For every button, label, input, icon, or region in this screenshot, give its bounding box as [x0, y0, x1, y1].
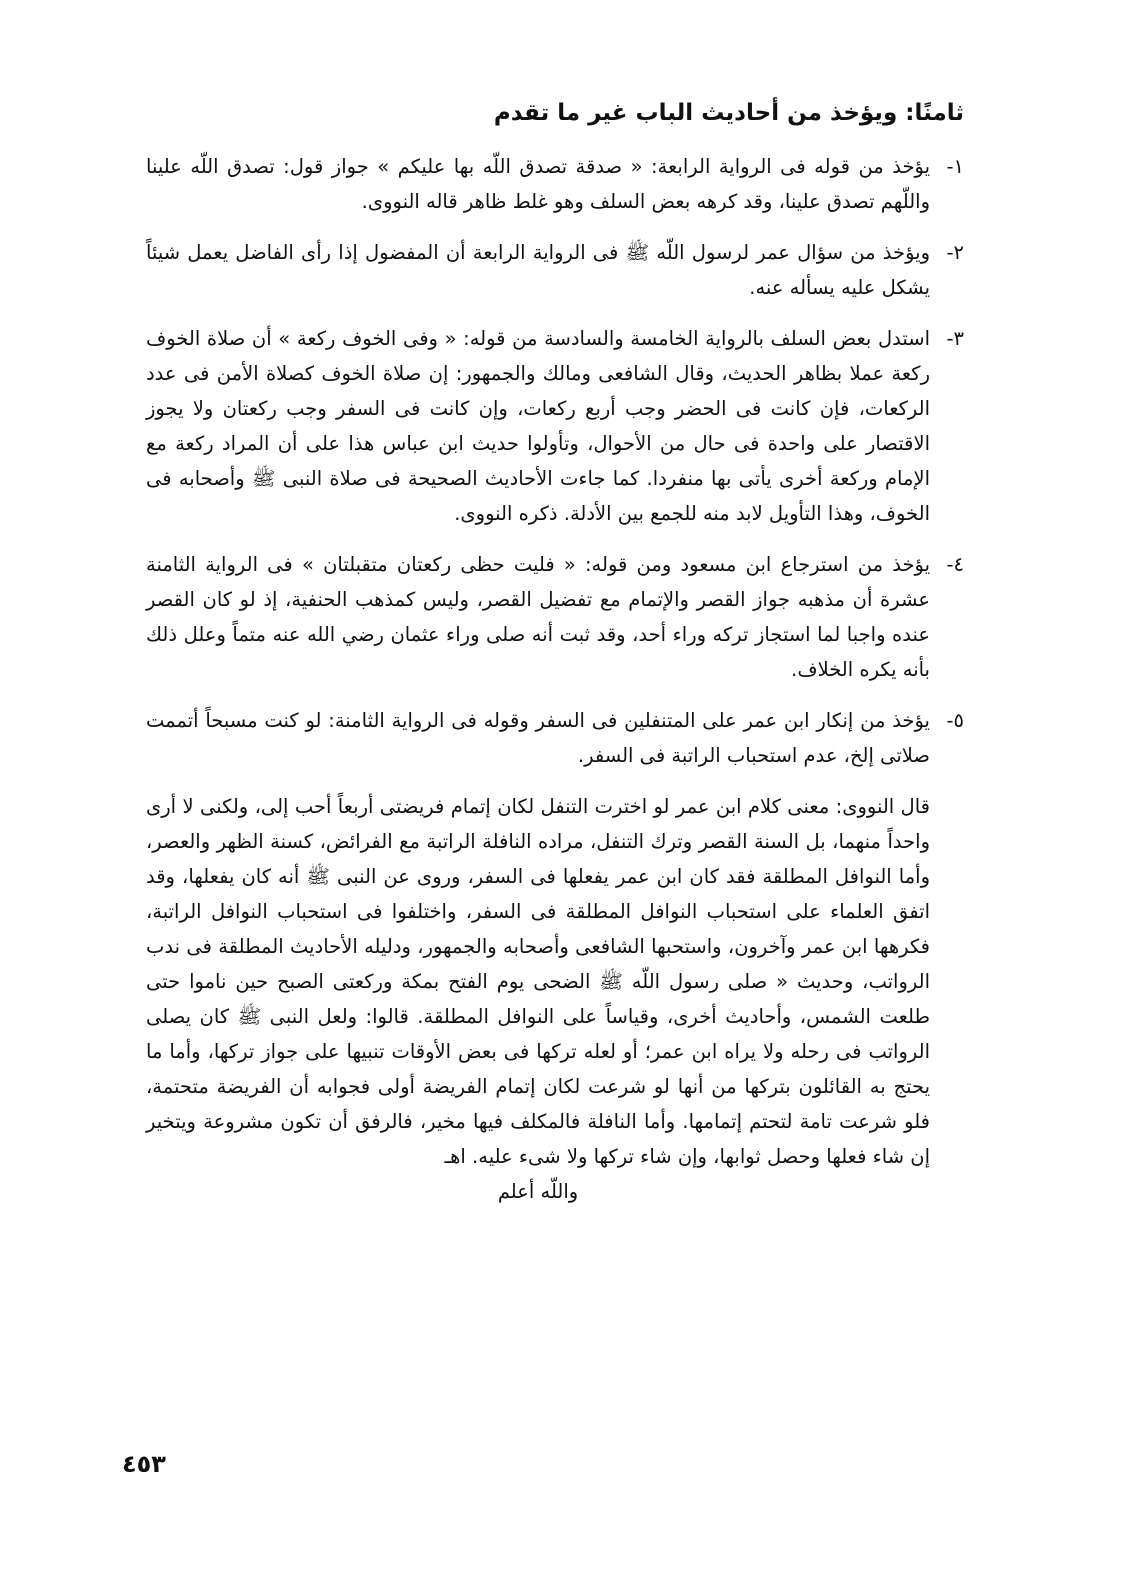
page-content	[146, 96, 964, 1209]
list-item	[146, 149, 964, 219]
list-item-number: ٣-	[946, 326, 964, 350]
list-item-text: يؤخذ من إنكار ابن عمر على المتنفلين فى السفر وقوله فى الرواية الثامنة: لو كنت مسبحاً أتممت صلاتى إلخ، عدم استحباب الراتبة فى السفر.	[146, 708, 930, 767]
list-item-text: استدل بعض السلف بالرواية الخامسة والسادسة من قوله: « وفى الخوف ركعة » أن صلاة الخوف ركعة عملا بظاهر الحديث، وقال الشافعى ومالك والجمهور: إن صلاة الخوف كصلاة الأمن فى عدد الركعات، فإن كانت فى الحضر وجب أربع ركعات، وإن كانت فى السفر وجب ركعتان ولا يجوز الاقتصار على واحدة فى حال من الأحوال، وتأولوا حديث ابن عباس هذا على أن المراد ركعة مع الإمام وركعة أخرى يأتى بها منفردا. كما جاءت الأحاديث الصحيحة فى صلاة النبى ﷺ وأصحابه فى الخوف، وهذا التأويل لابد منه للجمع بين الأدلة. ذكره النووى.	[146, 326, 930, 525]
page-number: ٤٥٣	[122, 1450, 166, 1478]
list-item-number: ٢-	[946, 240, 964, 264]
section-heading: ثامنًا: ويؤخذ من أحاديث الباب غير ما تقدم	[493, 100, 964, 126]
list-item-number: ١-	[946, 154, 964, 178]
list-item	[146, 547, 964, 687]
nawawi-quote-paragraph: قال النووى: معنى كلام ابن عمر لو اخترت التنفل لكان إتمام فريضتى أربعاً أحب إلى، ولكنى لا أرى واحداً منهما، بل السنة القصر وترك التنفل، مراده النافلة الراتبة مع الفرائض، كسنة الظهر والعصر، وأما النوافل المطلقة فقد كان ابن عمر يفعلها فى السفر، وروى عن النبى ﷺ أنه كان يفعلها، وقد اتفق العلماء على استحباب النوافل المطلقة فى السفر، واختلفوا فى استحباب النوافل الراتبة، فكرهها ابن عمر وآخرون، واستحبها الشافعى وأصحابه والجمهور، ودليله الأحاديث المطلقة فى ندب الرواتب، وحديث « صلى رسول اللّه ﷺ الضحى يوم الفتح بمكة وركعتى الصبح حين ناموا حتى طلعت الشمس، وأحاديث أخرى، وقياساً على النوافل المطلقة. قالوا: ولعل النبى ﷺ كان يصلى الرواتب فى رحله ولا يراه ابن عمر؛ أو لعله تركها فى بعض الأوقات تنبيها على جواز تركها، وأما ما يحتج به القائلون بتركها من أنها لو شرعت لكان إتمام الفريضة أولى فجوابه أن الفريضة متحتمة، فلو شرعت تامة لتحتم إتمامها. وأما النافلة فالمكلف فيها مخير، فالرفق أن تكون مشروعة ويتخير إن شاء فعلها وحصل ثوابها، وإن شاء تركها ولا شىء عليه. اهـ	[146, 794, 930, 1168]
list-item	[146, 703, 964, 773]
list-item-text: يؤخذ من قوله فى الرواية الرابعة: « صدقة تصدق اللّه بها عليكم » جواز قول: تصدق اللّه علينا واللّهم تصدق علينا، وقد كرهه بعض السلف وهو غلط ظاهر قاله النووى.	[146, 154, 930, 213]
list-item	[146, 321, 964, 531]
list-item-text: ويؤخذ من سؤال عمر لرسول اللّه ﷺ فى الرواية الرابعة أن المفضول إذا رأى الفاضل يعمل شيئاً يشكل عليه يسأله عنه.	[146, 240, 930, 299]
list-item	[146, 235, 964, 305]
list-item-number: ٥-	[946, 708, 964, 732]
list-item-text: يؤخذ من استرجاع ابن مسعود ومن قوله: « فليت حظى ركعتان متقبلتان » فى الرواية الثامنة عشرة أن مذهبه جواز القصر والإتمام مع تفضيل القصر، وليس كمذهب الحنفية، إذ لو كان القصر عنده واجبا لما استجاز تركه وراء أحد، وقد ثبت أنه صلى وراء عثمان رضي الله عنه متماً وعلل ذلك بأنه يكره الخلاف.	[146, 552, 930, 681]
closing-phrase: واللّه أعلم	[497, 1179, 579, 1203]
list-item-number: ٤-	[946, 552, 964, 576]
